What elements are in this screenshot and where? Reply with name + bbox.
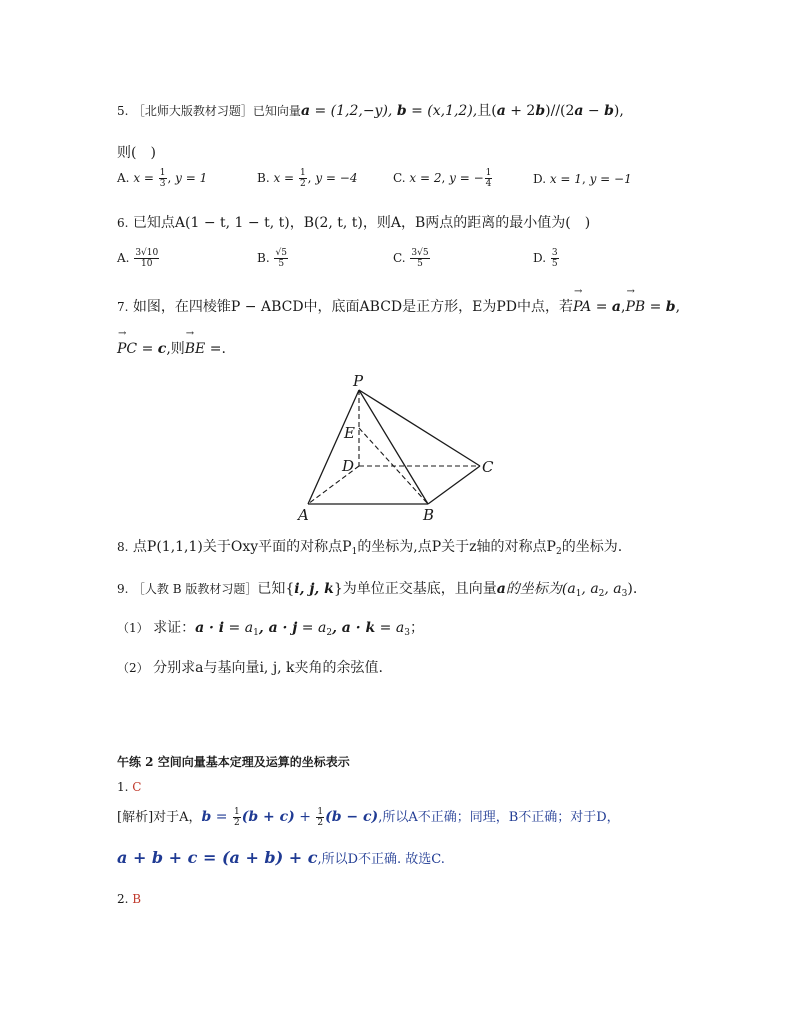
q5-vec-a: a bbox=[300, 103, 311, 119]
q9-c2: , a bbox=[604, 581, 622, 597]
q5-cond-mid3: − bbox=[583, 103, 605, 119]
q8-number: 8. bbox=[117, 540, 129, 554]
q8-sub1: 1 bbox=[351, 547, 358, 557]
frac-den: 2 bbox=[317, 817, 324, 828]
q6-option-c bbox=[393, 248, 431, 269]
answer-value: C bbox=[132, 780, 142, 794]
q9-text3: 的坐标为(a bbox=[505, 581, 576, 597]
q5-cond-mid: + 2 bbox=[505, 103, 536, 119]
q9-part1-s3: 3 bbox=[404, 628, 410, 638]
edge-bc bbox=[428, 466, 480, 504]
q9-part1-r3: = a bbox=[375, 620, 405, 636]
q9-part1-label: （1） bbox=[117, 621, 149, 635]
option-y: y = −1 bbox=[589, 172, 632, 186]
answer-1 bbox=[117, 780, 141, 794]
q7-comma: , bbox=[620, 299, 626, 315]
analysis-line1 bbox=[117, 806, 620, 828]
q9-part1-e2: , a · j bbox=[258, 620, 298, 636]
q9-text: 已知{ bbox=[257, 581, 295, 597]
frac-num: 1 bbox=[233, 806, 240, 817]
option-label: B. bbox=[257, 171, 270, 185]
option-fraction bbox=[299, 168, 307, 189]
vec-pc: → PC bbox=[117, 341, 137, 357]
option-fraction bbox=[485, 168, 493, 189]
q7-stem: 如图，在四棱锥P − ABCD中，底面ABCD是正方形，E为PD中点，若 bbox=[132, 299, 574, 315]
edge-pa bbox=[308, 390, 359, 504]
q6-option-b bbox=[257, 248, 289, 269]
q7-line2 bbox=[117, 338, 226, 358]
edge-pc bbox=[359, 390, 480, 466]
q9-vec-a: a bbox=[496, 581, 506, 597]
analysis-conclusion: ,所以D不正确. 故选C. bbox=[317, 852, 445, 867]
vec-be: → BE bbox=[185, 341, 206, 357]
option-y: y = −4 bbox=[315, 171, 358, 185]
frac-num: 1 bbox=[299, 168, 306, 178]
label-c: C bbox=[482, 458, 494, 476]
pyramid-figure bbox=[290, 370, 510, 530]
q5-cond-b2: b bbox=[604, 103, 614, 119]
q5-cond-end: ), bbox=[613, 103, 624, 119]
option-label: D. bbox=[533, 251, 547, 265]
q9-s3: 3 bbox=[621, 589, 628, 599]
q7-end: =. bbox=[205, 341, 226, 357]
q7-eq: = bbox=[645, 299, 666, 315]
frac-den: 10 bbox=[141, 259, 153, 269]
option-label: C. bbox=[393, 171, 406, 185]
frac-num: 1 bbox=[317, 806, 324, 817]
option-fraction bbox=[159, 168, 167, 189]
option-y: y = 1 bbox=[175, 171, 208, 185]
analysis-term2: (b − c) bbox=[325, 809, 379, 825]
frac-num: 1 bbox=[485, 168, 492, 178]
q8-text: 点P(1,1,1)关于Oxy平面的对称点P bbox=[132, 539, 352, 555]
q5-source: ［北师大版教材习题］ bbox=[132, 104, 253, 118]
q9-basis: i, j, k bbox=[294, 581, 334, 597]
q6-option-d bbox=[533, 248, 560, 269]
analysis-pre: [解析]对于A， bbox=[117, 810, 202, 825]
frac-num: 3√5 bbox=[411, 248, 429, 258]
option-x: x = bbox=[133, 171, 154, 185]
q5-b-eq: = (x,1,2), bbox=[406, 103, 478, 119]
q8-line bbox=[117, 536, 622, 557]
frac-den: 3 bbox=[159, 179, 166, 189]
option-label: C. bbox=[393, 251, 406, 265]
q5-option-d: D. x = 1, y = −1 bbox=[533, 172, 632, 186]
q9-part1-r1: = a bbox=[224, 620, 254, 636]
frac-num: 1 bbox=[159, 168, 166, 178]
q5-line1 bbox=[117, 100, 624, 120]
q9-number: 9. bbox=[117, 582, 129, 596]
option-fraction bbox=[551, 248, 559, 269]
option-label: A. bbox=[117, 251, 130, 265]
q5-cond-b: b bbox=[535, 103, 546, 119]
analysis-frac2 bbox=[316, 807, 324, 828]
answer-2 bbox=[117, 892, 141, 906]
q9-part2-label: （2） bbox=[117, 661, 149, 675]
q6-stem: 已知点A(1 − t, 1 − t, t)，B(2, t, t)，则A，B两点的距离的最小值为( ) bbox=[132, 215, 591, 231]
q5-cond-mid2: )//(2 bbox=[545, 103, 575, 119]
q9-end: ). bbox=[627, 581, 638, 597]
option-label: D. bbox=[533, 172, 547, 186]
frac-den: 4 bbox=[485, 179, 492, 189]
analysis-term1: (b + c) bbox=[241, 809, 295, 825]
q9-part1 bbox=[117, 617, 424, 638]
label-p: P bbox=[353, 372, 364, 390]
vec-pb: → PB bbox=[625, 299, 645, 315]
q5-number: 5. bbox=[117, 104, 129, 118]
q9-c1: , a bbox=[581, 581, 599, 597]
option-y: y = − bbox=[449, 171, 484, 185]
q5-cond-a: a bbox=[496, 103, 506, 119]
frac-num: 3√10 bbox=[135, 248, 159, 258]
q7-line1 bbox=[117, 296, 680, 316]
q9-part1-pre: 求证： bbox=[153, 620, 196, 636]
label-a: A bbox=[298, 506, 309, 524]
q9-part1-end: ； bbox=[409, 620, 424, 636]
analysis-expr: a + b + c = (a + b) + c bbox=[117, 848, 318, 867]
frac-den: 5 bbox=[417, 259, 423, 269]
option-fraction bbox=[274, 248, 287, 269]
option-fraction bbox=[134, 248, 159, 269]
q5-cond-pre: 且( bbox=[477, 103, 497, 119]
answer-value: B bbox=[132, 892, 142, 906]
q5-option-a: A. x = $\frac{1}{3}$ , y = 1 bbox=[117, 168, 208, 189]
analysis-frac1 bbox=[233, 807, 241, 828]
analysis-post: ,所以A不正确；同理，B不正确；对于D， bbox=[378, 810, 620, 825]
q5-stem: 已知向量 bbox=[252, 104, 301, 118]
q8-sub2: 2 bbox=[555, 547, 562, 557]
frac-den: 2 bbox=[299, 179, 306, 189]
analysis-eq: = bbox=[211, 809, 232, 825]
q9-part1-e1: a · i bbox=[195, 620, 225, 636]
q9-part1-s2: 2 bbox=[326, 628, 333, 638]
q7-c: c bbox=[157, 341, 167, 357]
q6-number: 6. bbox=[117, 216, 129, 230]
q5-vec-b: b bbox=[396, 103, 407, 119]
option-x: x = 1 bbox=[549, 172, 582, 186]
q9-s2: 2 bbox=[598, 589, 605, 599]
q9-text2: }为单位正交基底，且向量 bbox=[333, 581, 497, 597]
q9-part1-r2: = a bbox=[297, 620, 327, 636]
q8-text3: 的坐标为. bbox=[561, 539, 623, 555]
q6-stem-line bbox=[117, 212, 590, 232]
q9-part1-s1: 1 bbox=[253, 628, 259, 638]
label-d: D bbox=[342, 457, 355, 475]
q5-then: 则( ) bbox=[117, 145, 156, 161]
option-fraction bbox=[410, 248, 429, 269]
q7-a: a bbox=[611, 299, 621, 315]
q5-option-c: C. x = 2, y = − $\frac{1}{4}$ bbox=[393, 168, 492, 189]
vec-pa: → PA bbox=[573, 299, 591, 315]
frac-den: 5 bbox=[278, 259, 285, 269]
frac-den: 5 bbox=[551, 259, 558, 269]
analysis-plus: + bbox=[294, 809, 316, 825]
q9-s1: 1 bbox=[575, 589, 582, 599]
option-label: A. bbox=[117, 171, 130, 185]
q7-then: ,则 bbox=[166, 341, 185, 357]
analysis-b: b bbox=[201, 809, 212, 825]
label-b: B bbox=[423, 506, 435, 524]
q7-eq: = bbox=[137, 341, 158, 357]
q5-option-b: B. x = $\frac{1}{2}$ , y = −4 bbox=[257, 168, 358, 189]
q5-a-eq: = (1,2,−y), bbox=[310, 103, 393, 119]
frac-num: 3 bbox=[551, 248, 558, 258]
option-x: x = bbox=[273, 171, 295, 185]
q8-text2: 的坐标为,点P关于z轴的对称点P bbox=[357, 539, 556, 555]
q9-source: ［人教 B 版教材习题］ bbox=[132, 582, 258, 596]
q5-cond-a2: a bbox=[574, 103, 584, 119]
q7-eq: = bbox=[591, 299, 612, 315]
q6-option-a bbox=[117, 248, 160, 269]
answer-number: 2. bbox=[117, 892, 129, 906]
q7-number: 7. bbox=[117, 300, 129, 314]
option-x: x = 2 bbox=[409, 171, 442, 185]
frac-num: √5 bbox=[275, 248, 287, 258]
q7-comma: , bbox=[675, 299, 681, 315]
q9-part1-e3: , a · k bbox=[332, 620, 376, 636]
q7-b: b bbox=[665, 299, 676, 315]
q9-line bbox=[117, 578, 637, 599]
q9-part2-text: 分别求a与基向量i, j, k夹角的余弦值. bbox=[153, 660, 383, 676]
frac-den: 2 bbox=[233, 817, 240, 828]
edge-pb bbox=[359, 390, 428, 504]
q9-part2 bbox=[117, 657, 383, 677]
option-label: B. bbox=[257, 251, 270, 265]
answer-number: 1. bbox=[117, 780, 129, 794]
analysis-line2 bbox=[117, 848, 445, 867]
label-e: E bbox=[344, 424, 355, 442]
answers-heading: 午练 2 空间向量基本定理及运算的坐标表示 bbox=[117, 755, 350, 769]
